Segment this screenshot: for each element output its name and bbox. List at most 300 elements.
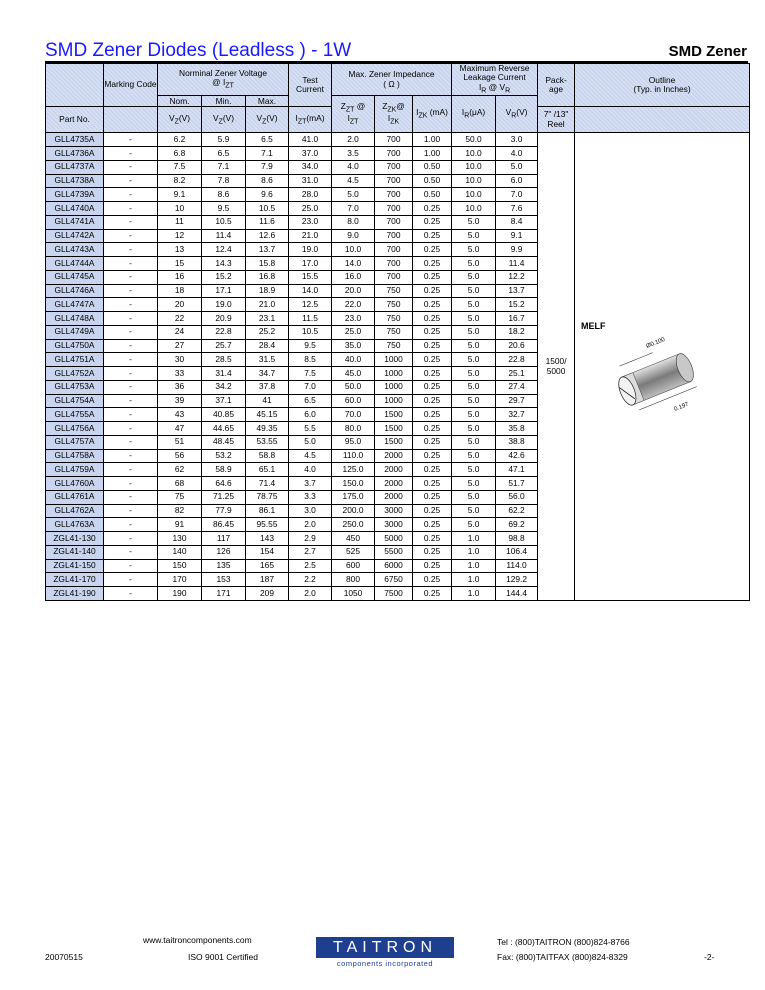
cell-vr: 15.2 [496, 298, 538, 312]
cell-ir: 10.0 [452, 188, 496, 202]
cell-marking-code: - [104, 463, 158, 477]
cell-zzt: 8.0 [332, 215, 375, 229]
cell-izt: 3.7 [289, 477, 332, 491]
cell-ir: 5.0 [452, 490, 496, 504]
cell-zzk: 1500 [375, 422, 413, 436]
cell-marking-code: - [104, 394, 158, 408]
cell-izk: 0.25 [413, 312, 452, 326]
cell-vz-min: 7.8 [202, 174, 246, 188]
cell-vr: 6.0 [496, 174, 538, 188]
cell-zzk: 750 [375, 339, 413, 353]
cell-zzk: 3000 [375, 504, 413, 518]
cell-marking-code: - [104, 202, 158, 216]
cell-zzt: 150.0 [332, 477, 375, 491]
header-zzk: $Z_{ZK}@$ $I_{ZK}$ [375, 96, 413, 133]
cell-vr: 27.4 [496, 380, 538, 394]
cell-vz-max: 12.6 [246, 229, 289, 243]
cell-marking-code: - [104, 174, 158, 188]
cell-izk: 0.25 [413, 257, 452, 271]
header-outline: Outline (Typ. in Inches) [575, 64, 750, 107]
cell-ir: 5.0 [452, 367, 496, 381]
cell-zzk: 750 [375, 325, 413, 339]
header-test-current: Test Current [289, 64, 332, 107]
cell-zzk: 1500 [375, 408, 413, 422]
cell-marking-code: - [104, 587, 158, 601]
cell-vz-max: 34.7 [246, 367, 289, 381]
cell-vz-nom: 68 [158, 477, 202, 491]
cell-izk: 0.25 [413, 339, 452, 353]
cell-vz-nom: 130 [158, 532, 202, 546]
taitron-logo [316, 937, 454, 968]
cell-vr: 3.0 [496, 133, 538, 147]
cell-vz-max: 7.9 [246, 160, 289, 174]
cell-vz-nom: 27 [158, 339, 202, 353]
cell-izk: 0.25 [413, 298, 452, 312]
header-outline-blank [575, 107, 750, 133]
cell-marking-code: - [104, 435, 158, 449]
cell-part-no: GLL4761A [46, 490, 104, 504]
cell-marking-code: - [104, 367, 158, 381]
cell-vz-max: 7.1 [246, 147, 289, 161]
cell-izt: 7.5 [289, 367, 332, 381]
header-leakage-current: Maximum Reverse Leakage Current $I_R$ @ $V_R$ [452, 64, 538, 96]
cell-part-no: GLL4742A [46, 229, 104, 243]
cell-izk: 0.25 [413, 215, 452, 229]
cell-zzt: 14.0 [332, 257, 375, 271]
cell-zzt: 23.0 [332, 312, 375, 326]
cell-vz-min: 53.2 [202, 449, 246, 463]
footer-iso: ISO 9001 Certified [188, 952, 258, 962]
cell-zzt: 3.5 [332, 147, 375, 161]
cell-part-no: GLL4751A [46, 353, 104, 367]
cell-vz-nom: 24 [158, 325, 202, 339]
cell-izk: 0.25 [413, 532, 452, 546]
cell-vz-max: 154 [246, 545, 289, 559]
cell-vz-nom: 91 [158, 518, 202, 532]
cell-izt: 3.0 [289, 504, 332, 518]
cell-marking-code: - [104, 380, 158, 394]
cell-ir: 10.0 [452, 202, 496, 216]
cell-izk: 0.25 [413, 435, 452, 449]
cell-marking-code: - [104, 147, 158, 161]
cell-zzt: 20.0 [332, 284, 375, 298]
cell-zzt: 25.0 [332, 325, 375, 339]
cell-izt: 3.3 [289, 490, 332, 504]
cell-vz-min: 153 [202, 573, 246, 587]
cell-ir: 10.0 [452, 147, 496, 161]
cell-vz-max: 58.8 [246, 449, 289, 463]
cell-marking-code: - [104, 518, 158, 532]
cell-zzt: 22.0 [332, 298, 375, 312]
melf-package-drawing [607, 331, 717, 421]
cell-vr: 56.0 [496, 490, 538, 504]
cell-vz-min: 171 [202, 587, 246, 601]
cell-vz-max: 65.1 [246, 463, 289, 477]
cell-zzk: 700 [375, 229, 413, 243]
cell-zzt: 125.0 [332, 463, 375, 477]
cell-vr: 38.8 [496, 435, 538, 449]
cell-part-no: GLL4739A [46, 188, 104, 202]
cell-part-no: GLL4735A [46, 133, 104, 147]
cell-vz-min: 77.9 [202, 504, 246, 518]
cell-part-no: GLL4740A [46, 202, 104, 216]
cell-part-no: GLL4754A [46, 394, 104, 408]
cell-vz-min: 10.5 [202, 215, 246, 229]
category-label: SMD Zener [668, 43, 747, 60]
cell-part-no: GLL4748A [46, 312, 104, 326]
cell-zzk: 2000 [375, 449, 413, 463]
cell-zzt: 450 [332, 532, 375, 546]
cell-izk: 0.25 [413, 325, 452, 339]
cell-izk: 0.25 [413, 490, 452, 504]
cell-vz-nom: 10 [158, 202, 202, 216]
cell-zzk: 1000 [375, 367, 413, 381]
header-nom: Nom. [158, 96, 202, 107]
cell-izt: 21.0 [289, 229, 332, 243]
cell-part-no: GLL4737A [46, 160, 104, 174]
cell-vz-min: 126 [202, 545, 246, 559]
table-row [46, 133, 750, 147]
cell-izt: 5.5 [289, 422, 332, 436]
cell-ir: 5.0 [452, 394, 496, 408]
cell-ir: 5.0 [452, 339, 496, 353]
cell-izt: 7.0 [289, 380, 332, 394]
cell-izt: 6.5 [289, 394, 332, 408]
cell-vz-min: 28.5 [202, 353, 246, 367]
cell-marking-code: - [104, 243, 158, 257]
cell-part-no: GLL4745A [46, 270, 104, 284]
cell-marking-code: - [104, 133, 158, 147]
header-nominal-voltage: Norminal Zener Voltage @ $I_{ZT}$ [158, 64, 289, 96]
cell-vz-min: 25.7 [202, 339, 246, 353]
cell-vr: 18.2 [496, 325, 538, 339]
cell-part-no: ZGL41-150 [46, 559, 104, 573]
cell-izk: 1.00 [413, 147, 452, 161]
page-title: SMD Zener Diodes (Leadless ) - 1W [45, 40, 352, 61]
cell-zzt: 45.0 [332, 367, 375, 381]
cell-vr: 9.9 [496, 243, 538, 257]
dim-diameter: Ø0.100 [645, 337, 667, 351]
cell-vz-min: 17.1 [202, 284, 246, 298]
cell-vz-nom: 30 [158, 353, 202, 367]
cell-izk: 0.50 [413, 188, 452, 202]
cell-vz-min: 19.0 [202, 298, 246, 312]
cell-zzt: 80.0 [332, 422, 375, 436]
cell-vr: 20.6 [496, 339, 538, 353]
cell-vz-min: 14.3 [202, 257, 246, 271]
cell-zzt: 7.0 [332, 202, 375, 216]
cell-vz-nom: 36 [158, 380, 202, 394]
cell-vz-min: 37.1 [202, 394, 246, 408]
cell-ir: 5.0 [452, 229, 496, 243]
header-izk: $I_{ZK}$ (mA) [413, 96, 452, 133]
cell-izk: 0.25 [413, 408, 452, 422]
cell-part-no: GLL4759A [46, 463, 104, 477]
cell-izt: 2.2 [289, 573, 332, 587]
cell-zzk: 750 [375, 312, 413, 326]
cell-vr: 144.4 [496, 587, 538, 601]
cell-izk: 0.25 [413, 587, 452, 601]
cell-vz-nom: 47 [158, 422, 202, 436]
cell-part-no: GLL4752A [46, 367, 104, 381]
cell-vz-max: 71.4 [246, 477, 289, 491]
cell-zzt: 4.5 [332, 174, 375, 188]
cell-zzk: 5500 [375, 545, 413, 559]
cell-zzk: 700 [375, 202, 413, 216]
cell-izk: 0.25 [413, 477, 452, 491]
cell-zzt: 200.0 [332, 504, 375, 518]
cell-ir: 1.0 [452, 545, 496, 559]
cell-vz-max: 13.7 [246, 243, 289, 257]
cell-vz-max: 28.4 [246, 339, 289, 353]
cell-zzk: 700 [375, 133, 413, 147]
cell-vz-min: 9.5 [202, 202, 246, 216]
cell-vr: 4.0 [496, 147, 538, 161]
outline-name: MELF [581, 321, 606, 332]
cell-vz-nom: 6.8 [158, 147, 202, 161]
cell-vz-min: 117 [202, 532, 246, 546]
cell-ir: 5.0 [452, 312, 496, 326]
cell-vr: 69.2 [496, 518, 538, 532]
cell-izk: 0.25 [413, 518, 452, 532]
cell-ir: 50.0 [452, 133, 496, 147]
cell-izt: 2.0 [289, 518, 332, 532]
table-body [46, 133, 750, 601]
cell-vz-max: 6.5 [246, 133, 289, 147]
cell-zzk: 700 [375, 270, 413, 284]
cell-zzt: 16.0 [332, 270, 375, 284]
cell-izt: 23.0 [289, 215, 332, 229]
cell-zzt: 70.0 [332, 408, 375, 422]
cell-vz-max: 18.9 [246, 284, 289, 298]
package-value: 1500/ 5000 [545, 356, 567, 376]
cell-vz-nom: 62 [158, 463, 202, 477]
cell-izk: 0.25 [413, 504, 452, 518]
cell-marking-code: - [104, 339, 158, 353]
cell-vz-min: 12.4 [202, 243, 246, 257]
cell-vz-nom: 39 [158, 394, 202, 408]
cell-marking-code: - [104, 284, 158, 298]
cell-zzk: 2000 [375, 463, 413, 477]
cell-marking-code: - [104, 325, 158, 339]
cell-izk: 0.25 [413, 394, 452, 408]
cell-vz-max: 31.5 [246, 353, 289, 367]
cell-izk: 0.25 [413, 573, 452, 587]
cell-vz-max: 143 [246, 532, 289, 546]
cell-part-no: GLL4747A [46, 298, 104, 312]
cell-vz-nom: 75 [158, 490, 202, 504]
cell-izt: 11.5 [289, 312, 332, 326]
cell-vr: 62.2 [496, 504, 538, 518]
cell-zzk: 700 [375, 257, 413, 271]
cell-izk: 0.25 [413, 422, 452, 436]
cell-part-no: GLL4749A [46, 325, 104, 339]
cell-zzk: 750 [375, 284, 413, 298]
cell-ir: 5.0 [452, 298, 496, 312]
cell-part-no: ZGL41-190 [46, 587, 104, 601]
cell-vr: 16.7 [496, 312, 538, 326]
cell-ir: 5.0 [452, 380, 496, 394]
cell-marking-code: - [104, 532, 158, 546]
cell-vz-max: 11.6 [246, 215, 289, 229]
header-marking-blank [104, 107, 158, 133]
footer-page-number: -2- [704, 952, 715, 962]
header-part-no: Part No. [46, 107, 104, 133]
cell-ir: 5.0 [452, 257, 496, 271]
cell-zzt: 175.0 [332, 490, 375, 504]
cell-izt: 31.0 [289, 174, 332, 188]
cell-izk: 0.25 [413, 367, 452, 381]
cell-part-no: GLL4763A [46, 518, 104, 532]
cell-vr: 47.1 [496, 463, 538, 477]
cell-zzt: 9.0 [332, 229, 375, 243]
cell-izt: 10.5 [289, 325, 332, 339]
cell-vz-max: 10.5 [246, 202, 289, 216]
cell-izt: 41.0 [289, 133, 332, 147]
cell-vz-nom: 6.2 [158, 133, 202, 147]
cell-vz-min: 11.4 [202, 229, 246, 243]
cell-vr: 7.0 [496, 188, 538, 202]
cell-vz-nom: 13 [158, 243, 202, 257]
cell-izk: 0.50 [413, 174, 452, 188]
cell-izk: 0.25 [413, 449, 452, 463]
cell-zzk: 3000 [375, 518, 413, 532]
cell-marking-code: - [104, 477, 158, 491]
cell-izk: 0.25 [413, 545, 452, 559]
cell-zzk: 700 [375, 243, 413, 257]
cell-izk: 0.25 [413, 463, 452, 477]
header-zzt: $Z_{ZT}$ @ $I_{ZT}$ [332, 96, 375, 133]
cell-part-no: GLL4744A [46, 257, 104, 271]
cell-vz-nom: 12 [158, 229, 202, 243]
cell-part-no: GLL4738A [46, 174, 104, 188]
cell-ir: 5.0 [452, 243, 496, 257]
cell-vr: 8.4 [496, 215, 538, 229]
cell-vz-min: 48.45 [202, 435, 246, 449]
cell-vz-max: 78.75 [246, 490, 289, 504]
cell-zzk: 700 [375, 215, 413, 229]
cell-marking-code: - [104, 215, 158, 229]
cell-vz-min: 5.9 [202, 133, 246, 147]
cell-marking-code: - [104, 312, 158, 326]
cell-part-no: GLL4753A [46, 380, 104, 394]
cell-zzk: 750 [375, 298, 413, 312]
dim-length: 0.197 [673, 401, 690, 414]
cell-vz-min: 86.45 [202, 518, 246, 532]
cell-part-no: GLL4757A [46, 435, 104, 449]
cell-vr: 25.1 [496, 367, 538, 381]
header-izt: $I_{ZT}(mA)$ [289, 107, 332, 133]
cell-ir: 5.0 [452, 270, 496, 284]
cell-vz-min: 135 [202, 559, 246, 573]
header-vz-max: $V_Z(V)$ [246, 107, 289, 133]
cell-vz-nom: 33 [158, 367, 202, 381]
cell-izt: 4.5 [289, 449, 332, 463]
cell-zzt: 110.0 [332, 449, 375, 463]
cell-marking-code: - [104, 257, 158, 271]
cell-zzk: 5000 [375, 532, 413, 546]
cell-vr: 32.7 [496, 408, 538, 422]
cell-ir: 5.0 [452, 504, 496, 518]
cell-vz-nom: 43 [158, 408, 202, 422]
cell-vz-max: 53.55 [246, 435, 289, 449]
cell-vz-min: 6.5 [202, 147, 246, 161]
cell-izt: 5.0 [289, 435, 332, 449]
cell-ir: 5.0 [452, 284, 496, 298]
footer-website[interactable]: www.taitroncomponents.com [143, 935, 252, 945]
cell-vz-nom: 8.2 [158, 174, 202, 188]
cell-vr: 98.8 [496, 532, 538, 546]
cell-izt: 2.0 [289, 587, 332, 601]
cell-marking-code: - [104, 408, 158, 422]
cell-vz-min: 8.6 [202, 188, 246, 202]
header-spacer [46, 64, 104, 107]
cell-ir: 1.0 [452, 532, 496, 546]
cell-vr: 114.0 [496, 559, 538, 573]
cell-zzt: 525 [332, 545, 375, 559]
cell-vz-max: 37.8 [246, 380, 289, 394]
cell-izt: 34.0 [289, 160, 332, 174]
cell-vr: 22.8 [496, 353, 538, 367]
cell-part-no: GLL4750A [46, 339, 104, 353]
cell-zzk: 1000 [375, 394, 413, 408]
cell-marking-code: - [104, 504, 158, 518]
cell-vz-max: 25.2 [246, 325, 289, 339]
cell-zzk: 6750 [375, 573, 413, 587]
cell-vz-nom: 7.5 [158, 160, 202, 174]
cell-part-no: GLL4743A [46, 243, 104, 257]
cell-part-no: GLL4756A [46, 422, 104, 436]
cell-zzt: 5.0 [332, 188, 375, 202]
cell-zzt: 60.0 [332, 394, 375, 408]
cell-part-no: GLL4736A [46, 147, 104, 161]
cell-zzt: 1050 [332, 587, 375, 601]
cell-marking-code: - [104, 229, 158, 243]
cell-zzt: 600 [332, 559, 375, 573]
cell-vz-max: 23.1 [246, 312, 289, 326]
cell-ir: 1.0 [452, 587, 496, 601]
cell-part-no: GLL4760A [46, 477, 104, 491]
footer-date: 20070515 [45, 952, 83, 962]
cell-vz-max: 41 [246, 394, 289, 408]
header-ir: $I_R(\mu A)$ [452, 96, 496, 133]
cell-izk: 0.25 [413, 243, 452, 257]
cell-vz-min: 64.6 [202, 477, 246, 491]
cell-zzt: 95.0 [332, 435, 375, 449]
cell-part-no: GLL4746A [46, 284, 104, 298]
cell-vz-min: 71.25 [202, 490, 246, 504]
header-vr: $V_R(V)$ [496, 96, 538, 133]
cell-vz-min: 22.8 [202, 325, 246, 339]
cell-izk: 0.25 [413, 202, 452, 216]
cell-vr: 106.4 [496, 545, 538, 559]
header-vz-nom: $V_Z(V)$ [158, 107, 202, 133]
cell-izt: 25.0 [289, 202, 332, 216]
cell-vz-nom: 56 [158, 449, 202, 463]
cell-vz-min: 40.85 [202, 408, 246, 422]
cell-izk: 0.25 [413, 284, 452, 298]
cell-vz-max: 49.35 [246, 422, 289, 436]
cell-ir: 5.0 [452, 477, 496, 491]
cell-vz-max: 15.8 [246, 257, 289, 271]
logo-subtext: components incorporated [336, 959, 434, 968]
cell-vz-max: 86.1 [246, 504, 289, 518]
cell-vz-nom: 15 [158, 257, 202, 271]
cell-vz-nom: 11 [158, 215, 202, 229]
cell-zzt: 4.0 [332, 160, 375, 174]
cell-vr: 35.8 [496, 422, 538, 436]
cell-izt: 15.5 [289, 270, 332, 284]
